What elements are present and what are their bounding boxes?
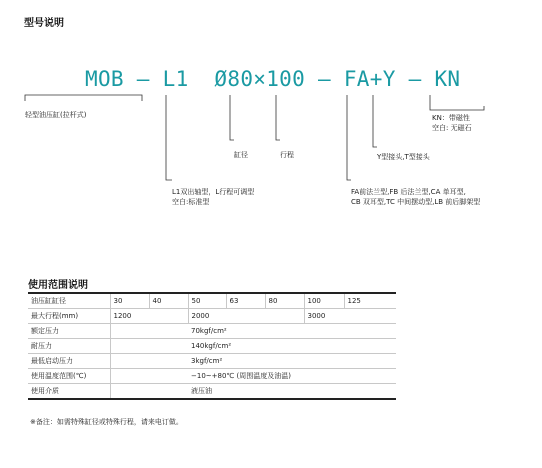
table-cell: 125	[344, 293, 396, 309]
table-cell: 80	[265, 293, 304, 309]
table-cell: 70kgf/cm²	[188, 324, 396, 339]
section-title-model: 型号说明	[24, 18, 64, 29]
table-row	[28, 309, 396, 324]
table-cell: 50	[188, 293, 226, 309]
label-kn-line2: 空白: 无磁石	[432, 124, 472, 132]
table-cell: 63	[226, 293, 265, 309]
table-cell: 液压油	[188, 384, 396, 400]
row-label: 最大行程(mm)	[28, 309, 110, 324]
section-title-range: 使用范围说明	[28, 280, 88, 291]
row-label: 额定压力	[28, 324, 110, 339]
table-row	[28, 369, 396, 384]
table-cell: −10~+80℃ (周围温度及油温)	[188, 369, 396, 384]
table-row	[28, 384, 396, 400]
label-mount-line1: FA前法兰型,FB 后法兰型,CA 单耳型,	[351, 188, 466, 196]
table-cell: 3kgf/cm²	[188, 354, 396, 369]
row-label: 使用温度范围(℃)	[28, 369, 110, 384]
label-stroke: 行程	[280, 151, 294, 159]
row-label: 耐压力	[28, 339, 110, 354]
table-cell: 40	[149, 293, 188, 309]
label-l1-line1: L1双出轴型，L行程可调型	[172, 188, 255, 196]
table-row	[28, 339, 396, 354]
label-joint: Y型接头,T型接头	[377, 153, 430, 161]
table-cell: 3000	[304, 309, 396, 324]
table-cell: 100	[304, 293, 344, 309]
table-row	[28, 324, 396, 339]
table-cell: 2000	[188, 309, 304, 324]
note-text: ※备注：如需特殊缸径或特殊行程，请来电订做。	[30, 418, 183, 426]
table-cell: 1200	[110, 309, 188, 324]
spec-table	[28, 292, 396, 400]
table-cell: 140kgf/cm²	[188, 339, 396, 354]
label-mount-line2: CB 双耳型,TC 中间摆动型,LB 前后脚架型	[351, 198, 481, 206]
label-kn-line1: KN：带磁性	[432, 114, 470, 122]
table-row	[28, 354, 396, 369]
model-code: MOB — L1 Ø80×100 — FA+Y — KN	[85, 67, 461, 91]
row-label: 油压缸缸径	[28, 293, 110, 309]
row-label: 使用介质	[28, 384, 110, 400]
label-l1-line2: 空白:标准型	[172, 198, 210, 206]
table-row	[28, 293, 396, 309]
label-bore: 缸径	[234, 151, 248, 159]
label-light-cylinder: 轻型油压缸(拉杆式)	[25, 111, 87, 119]
table-cell: 30	[110, 293, 149, 309]
row-label: 最低启动压力	[28, 354, 110, 369]
